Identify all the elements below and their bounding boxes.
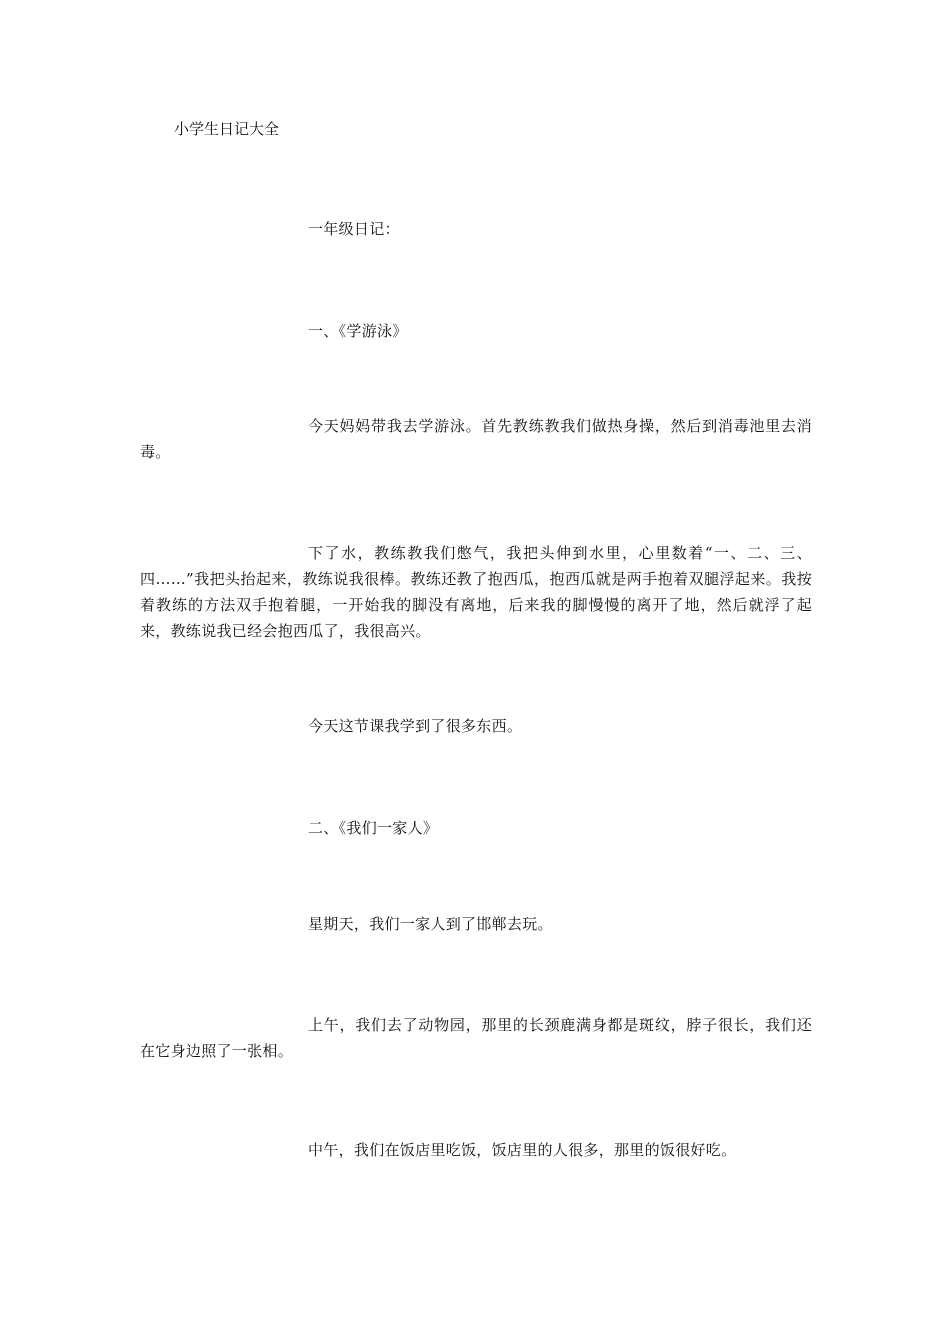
- paragraph-swimming-conclusion: 今天这节课我学到了很多东西。: [308, 717, 523, 735]
- document-title: 小学生日记大全: [174, 120, 280, 138]
- diary-title-swimming: 一、《学游泳》: [308, 322, 408, 340]
- paragraph-swimming-body: 下了水，教练教我们憋气，我把头伸到水里，心里数着“一、二、三、四……”我把头抬起来，教练说我很棒。教练还教了抱西瓜，抱西瓜就是两手抱着双腿浮起来。我按着教练的方法双手抱着腿，一开始我的脚没有离地，后来我的脚慢慢的离开了地，然后就浮了起来，教练说我已经会抱西瓜了，我很高兴。: [140, 544, 812, 640]
- paragraph-family-morning: 上午，我们去了动物园，那里的长颈鹿满身都是斑纹，脖子很长，我们还在它身边照了一张相。: [140, 1016, 812, 1060]
- diary-title-family: 二、《我们一家人》: [308, 819, 439, 837]
- paragraph-family-intro: 星期天，我们一家人到了邯郸去玩。: [308, 915, 553, 933]
- section-heading-grade-one: 一年级日记：: [308, 220, 400, 238]
- paragraph-swimming-intro: 今天妈妈带我去学游泳。首先教练教我们做热身操，然后到消毒池里去消毒。: [140, 417, 812, 461]
- paragraph-family-noon: 中午，我们在饭店里吃饭，饭店里的人很多，那里的饭很好吃。: [308, 1141, 737, 1159]
